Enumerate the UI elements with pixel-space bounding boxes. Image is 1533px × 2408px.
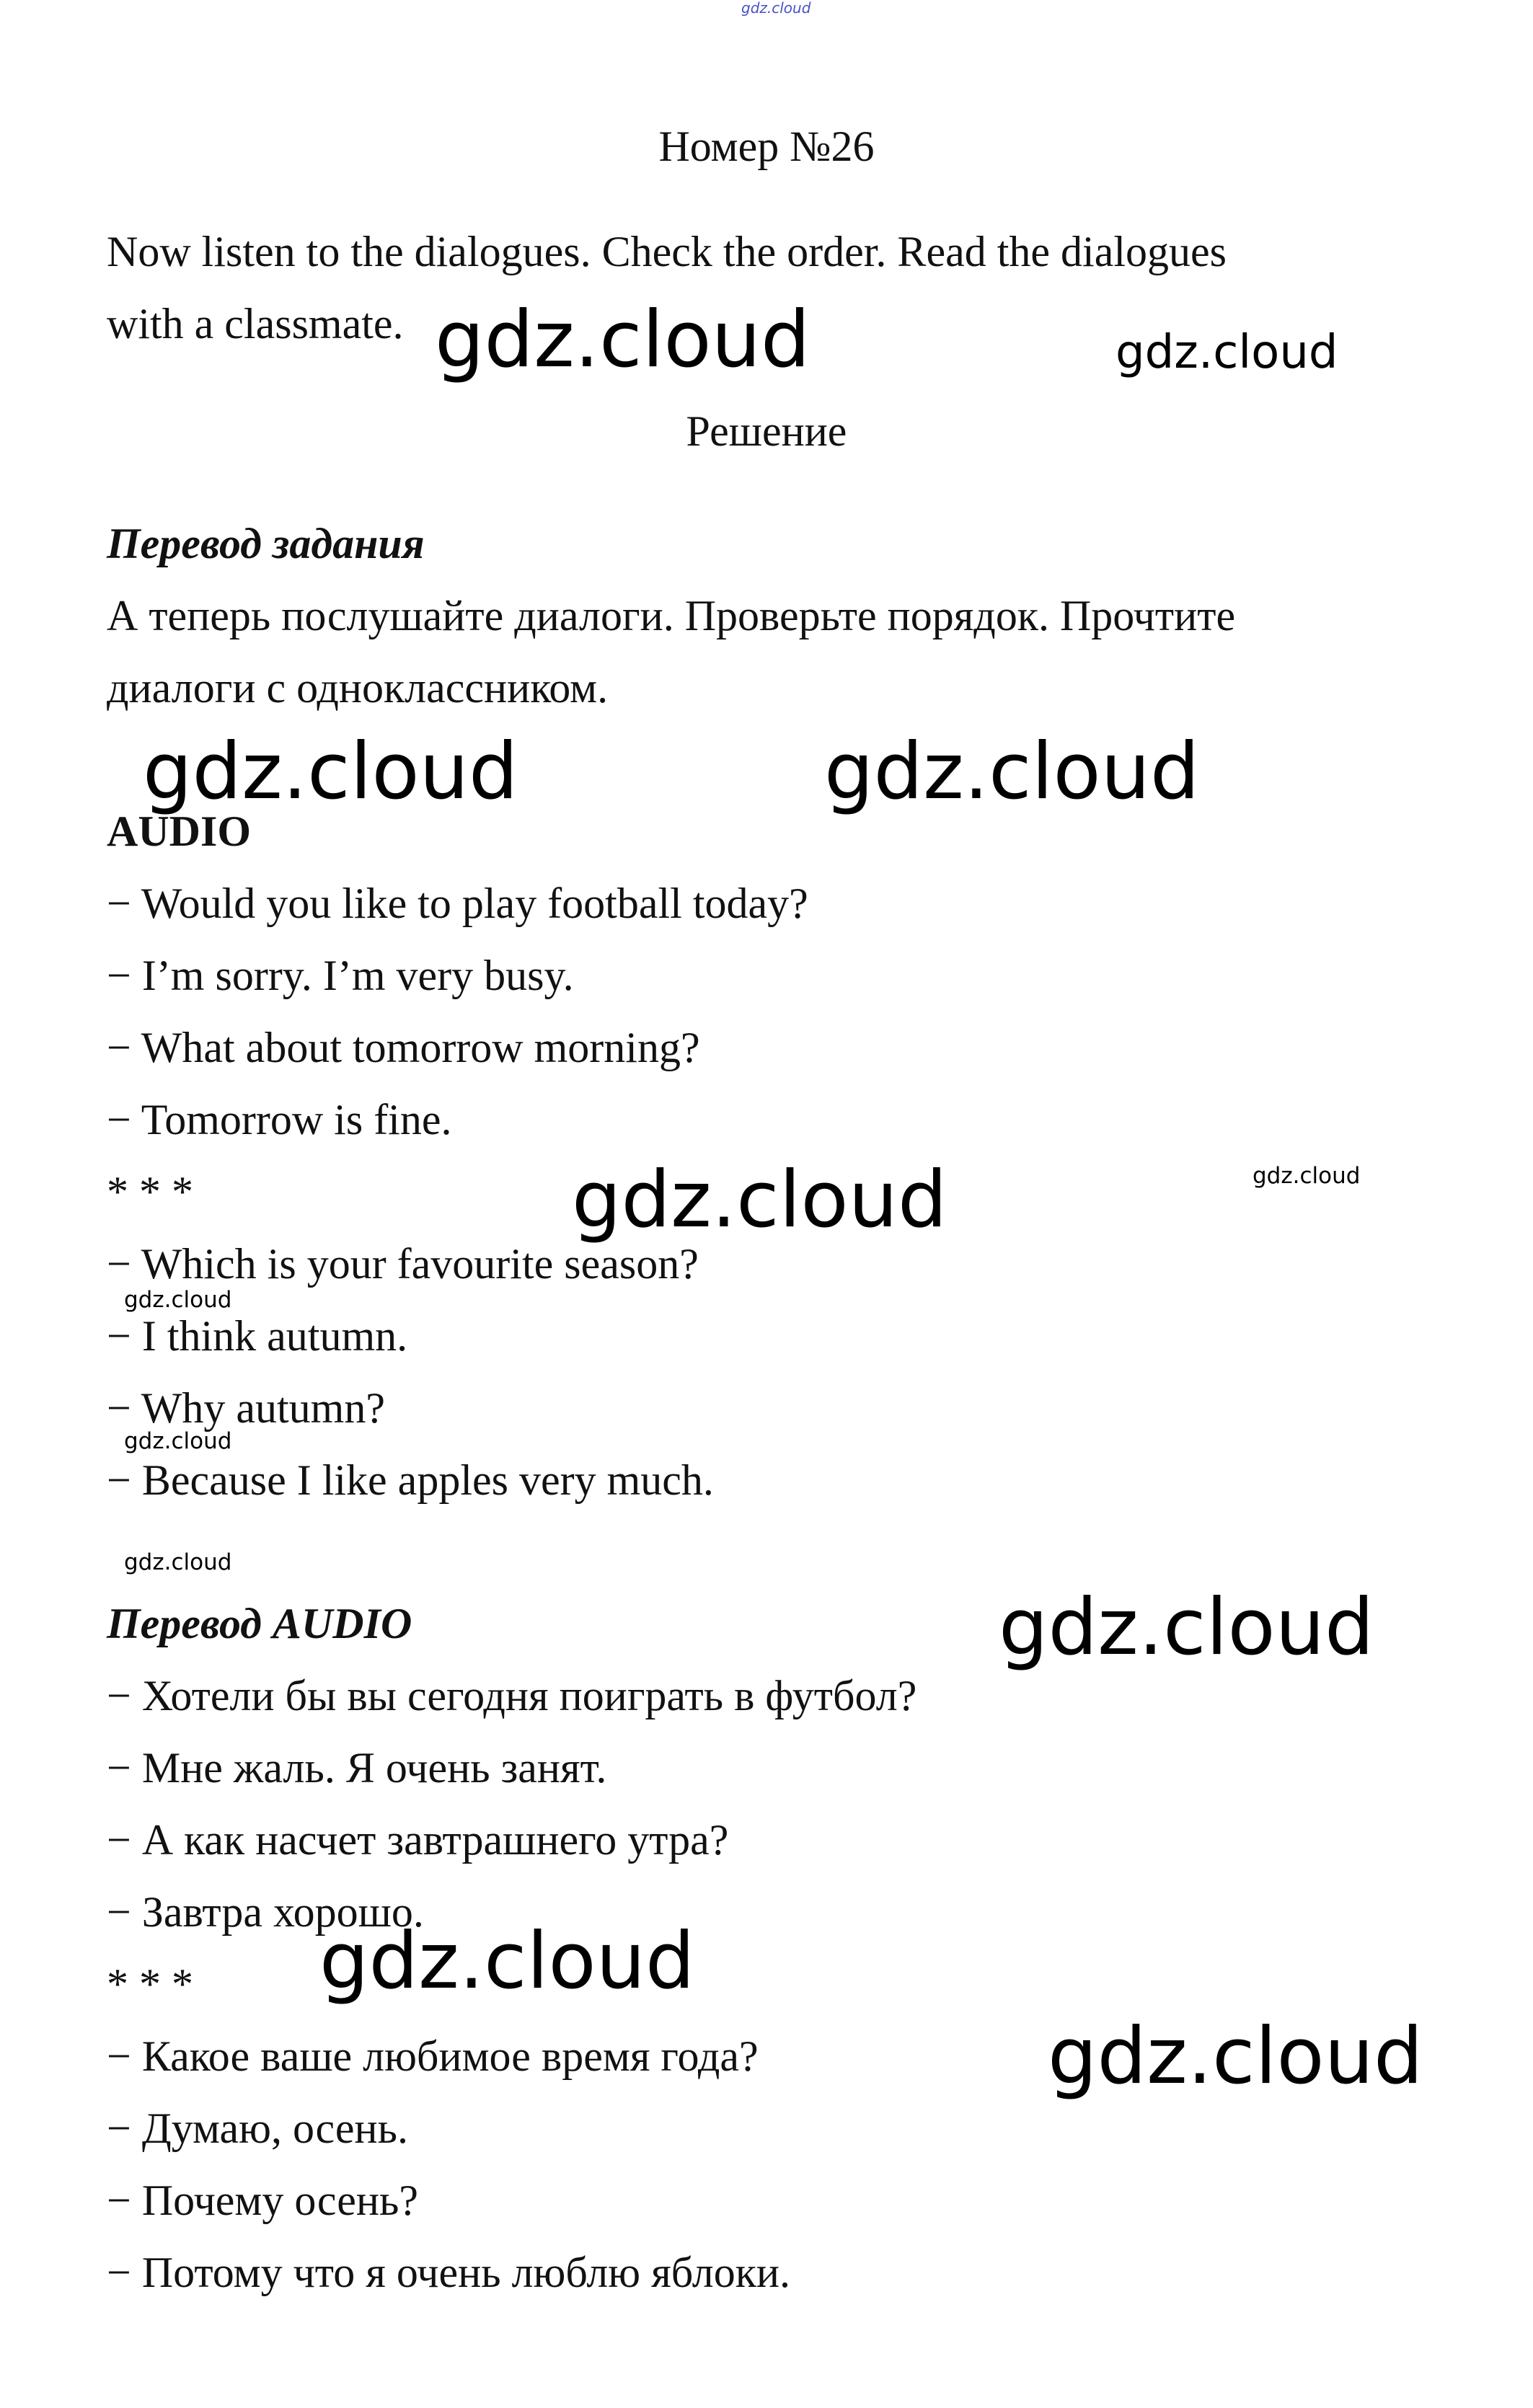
audio-heading: AUDIO <box>107 807 252 855</box>
watermark: gdz.cloud <box>572 1155 947 1245</box>
audio-translation-dialogue1-line: − Мне жаль. Я очень занят. <box>107 1744 607 1792</box>
audio-dialogue1-line: − I’m sorry. I’m very busy. <box>107 952 574 999</box>
audio-translation-dialogue2-line: − Думаю, осень. <box>107 2104 408 2152</box>
audio-dialogue1-line: − Would you like to play football today? <box>107 880 808 927</box>
watermark: gdz.cloud <box>124 1428 232 1454</box>
task-text-line-2: with a classmate. <box>107 300 404 348</box>
audio-translation-separator: * * * <box>107 1960 193 2008</box>
audio-translation-dialogue2-line: − Потому что я очень люблю яблоки. <box>107 2249 790 2296</box>
audio-translation-heading: Перевод AUDIO <box>107 1600 412 1647</box>
audio-translation-dialogue2-line: − Какое ваше любимое время года? <box>107 2032 759 2080</box>
audio-dialogue2-line: − Because I like apples very much. <box>107 1456 714 1504</box>
watermark: gdz.cloud <box>435 295 810 385</box>
audio-separator: * * * <box>107 1168 193 1216</box>
audio-translation-dialogue2-line: − Почему осень? <box>107 2177 418 2224</box>
page-title: Номер №26 <box>658 123 875 170</box>
task-translation-line-1: А теперь послушайте диалоги. Проверьте порядок. Прочтите <box>107 592 1236 639</box>
watermark: gdz.cloud <box>824 727 1200 817</box>
watermark: gdz.cloud <box>124 1287 232 1313</box>
audio-dialogue2-line: − Which is your favourite season? <box>107 1240 699 1288</box>
watermark: gdz.cloud <box>1253 1163 1361 1189</box>
watermark: gdz.cloud <box>319 1916 695 2006</box>
watermark: gdz.cloud <box>1115 326 1338 379</box>
watermark: gdz.cloud <box>999 1583 1374 1673</box>
audio-translation-dialogue1-line: − Завтра хорошо. <box>107 1888 424 1936</box>
audio-dialogue1-line: − What about tomorrow morning? <box>107 1024 700 1071</box>
watermark: gdz.cloud <box>143 727 518 817</box>
watermark-top: gdz.cloud <box>741 0 811 17</box>
audio-dialogue2-line: − I think autumn. <box>107 1312 408 1360</box>
audio-dialogue1-line: − Tomorrow is fine. <box>107 1096 452 1143</box>
watermark: gdz.cloud <box>124 1549 232 1575</box>
solution-heading: Решение <box>686 407 847 455</box>
task-translation-line-2: диалоги с одноклассником. <box>107 664 609 712</box>
audio-translation-dialogue1-line: − Хотели бы вы сегодня поиграть в футбол? <box>107 1672 917 1719</box>
watermark: gdz.cloud <box>1048 2011 1423 2102</box>
task-text-line-1: Now listen to the dialogues. Check the order. Read the dialogues <box>107 228 1227 275</box>
audio-translation-dialogue1-line: − А как насчет завтрашнего утра? <box>107 1816 729 1864</box>
audio-dialogue2-line: − Why autumn? <box>107 1384 385 1432</box>
task-translation-heading: Перевод задания <box>107 520 425 567</box>
